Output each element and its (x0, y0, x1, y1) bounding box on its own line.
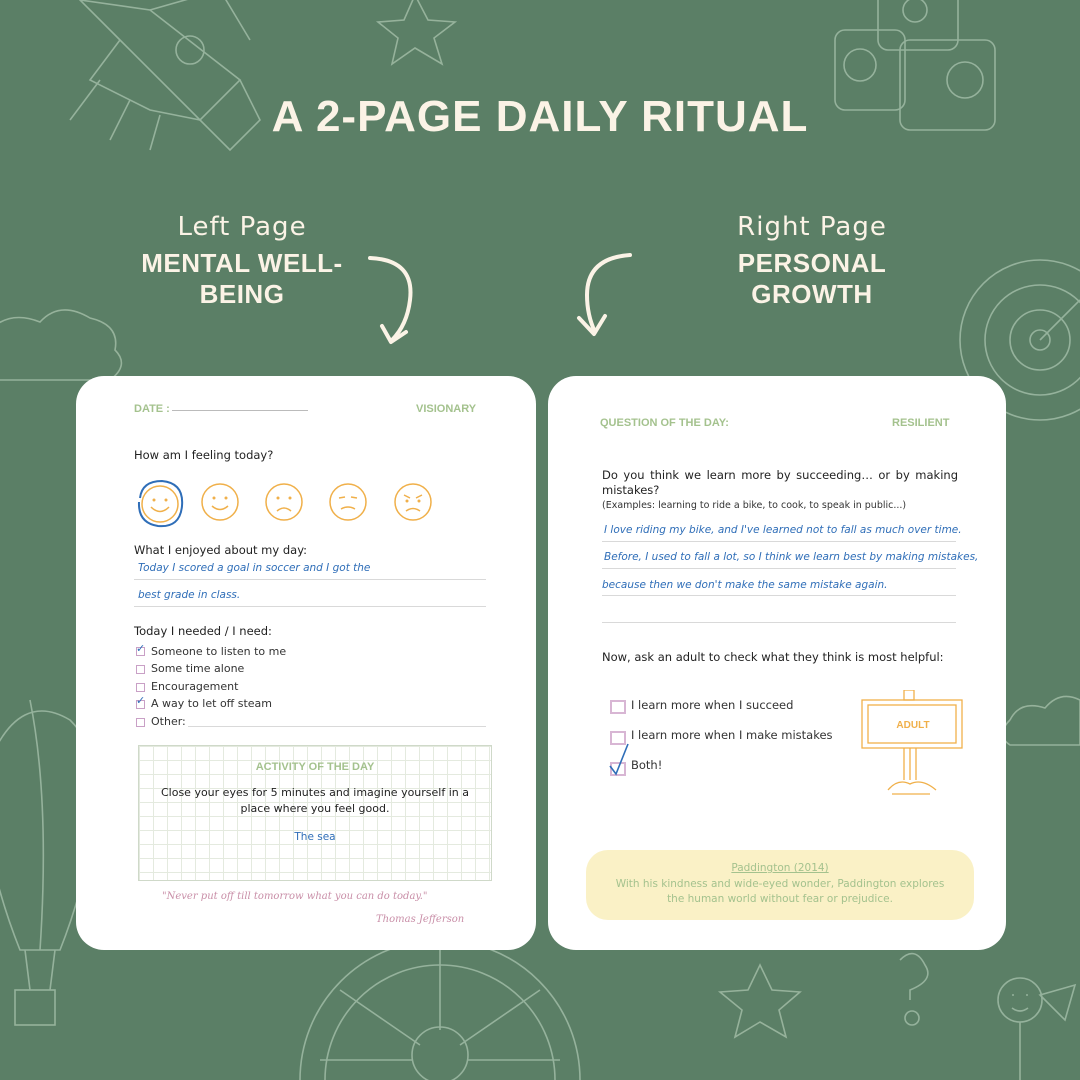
right-caption-small: Right Page (737, 212, 887, 242)
question-label: QUESTION OF THE DAY: (600, 417, 729, 429)
headline: A 2-PAGE DAILY RITUAL (271, 92, 809, 141)
activity-text: Close your eyes for 5 minutes and imagine yourself in a place where you feel good. (160, 786, 469, 815)
angry-face-icon[interactable] (392, 481, 434, 523)
answer-rule (134, 579, 486, 580)
word-of-day: RESILIENT (892, 417, 950, 429)
right-page-caption (682, 212, 942, 310)
left-journal-page (76, 376, 536, 950)
left-page-caption (112, 212, 372, 310)
answer-rule (134, 606, 486, 607)
star-doodle-icon (378, 0, 455, 64)
question-text: Do you think we learn more by succeeding… or by making mistakes? (602, 468, 958, 497)
answer-rule (602, 595, 956, 596)
smiling-face-icon[interactable] (199, 481, 241, 523)
need-label: A way to let off steam (151, 697, 273, 710)
left-caption-small: Left Page (177, 212, 307, 242)
right-curved-arrow-icon (565, 250, 635, 340)
right-journal-page (548, 376, 1006, 950)
need-label: Encouragement (151, 680, 239, 693)
need-label: Other: (151, 715, 186, 728)
need-checkbox[interactable] (136, 718, 145, 727)
left-caption-big: MENTAL WELL-BEING (141, 248, 343, 309)
happy-face-icon[interactable] (134, 478, 186, 530)
worried-face-icon[interactable] (327, 481, 369, 523)
date-label: DATE : (134, 403, 170, 415)
need-checkbox[interactable] (136, 683, 145, 692)
need-checkbox[interactable] (136, 665, 145, 674)
activity-answer[interactable]: The sea (294, 831, 336, 843)
answer-line-2[interactable]: Before, I used to fall a lot, so I think we learn best by making mistakes, (604, 551, 979, 563)
sign-label: ADULT (896, 720, 930, 731)
activity-box (138, 745, 492, 881)
answer-line-1[interactable]: I love riding my bike, and I've learned not to fall as much over time. (604, 524, 962, 536)
movie-text: With his kindness and wide-eyed wonder, Paddington explores the human world without fear or prejudice. (615, 878, 945, 905)
enjoyed-answer-line-1[interactable]: Today I scored a goal in soccer and I got the (138, 562, 371, 574)
adult-sign-icon (858, 690, 968, 800)
need-label: Some time alone (151, 662, 245, 675)
check-mark-icon: ✓ (136, 642, 146, 655)
movie-note (586, 850, 974, 920)
answer-rule (602, 541, 956, 542)
movie-title: Paddington (2014) (731, 862, 829, 874)
option-checkbox[interactable] (610, 700, 626, 714)
left-curved-arrow-icon (360, 250, 430, 350)
option-label: I learn more when I succeed (631, 698, 794, 712)
word-of-day: VISIONARY (416, 403, 477, 415)
date-line[interactable] (172, 410, 308, 411)
option-label: I learn more when I make mistakes (631, 728, 833, 742)
stick-figure-doodle-icon (900, 954, 1075, 1080)
activity-title: ACTIVITY OF THE DAY (255, 761, 375, 773)
check-mark-icon: ✓ (136, 694, 146, 707)
quote-author: Thomas Jefferson (376, 914, 465, 925)
needed-label: Today I needed / I need: (134, 624, 272, 638)
adult-prompt: Now, ask an adult to check what they think is most helpful: (602, 650, 944, 664)
quote-text: "Never put off till tomorrow what you can do today." (162, 891, 428, 902)
wheel-doodle-icon (300, 940, 580, 1080)
option-label: Both! (631, 758, 663, 772)
right-caption-big: PERSONAL GROWTH (737, 248, 887, 309)
cloud-doodle-icon (0, 310, 121, 380)
need-label: Someone to listen to me (151, 645, 287, 658)
feeling-question: How am I feeling today? (134, 448, 274, 462)
check-mark-icon (606, 742, 632, 776)
sad-face-icon[interactable] (263, 481, 305, 523)
other-line[interactable] (188, 726, 486, 727)
question-examples: (Examples: learning to ride a bike, to cook, to speak in public...) (602, 500, 907, 511)
star-bottom-doodle-icon (720, 965, 800, 1037)
cloud-right-doodle-icon (1003, 696, 1080, 745)
answer-line-3[interactable]: because then we don't make the same mistake again. (602, 579, 888, 591)
answer-rule (602, 568, 956, 569)
enjoyed-label: What I enjoyed about my day: (134, 543, 308, 557)
enjoyed-answer-line-2[interactable]: best grade in class. (138, 589, 241, 601)
answer-rule (602, 622, 956, 623)
